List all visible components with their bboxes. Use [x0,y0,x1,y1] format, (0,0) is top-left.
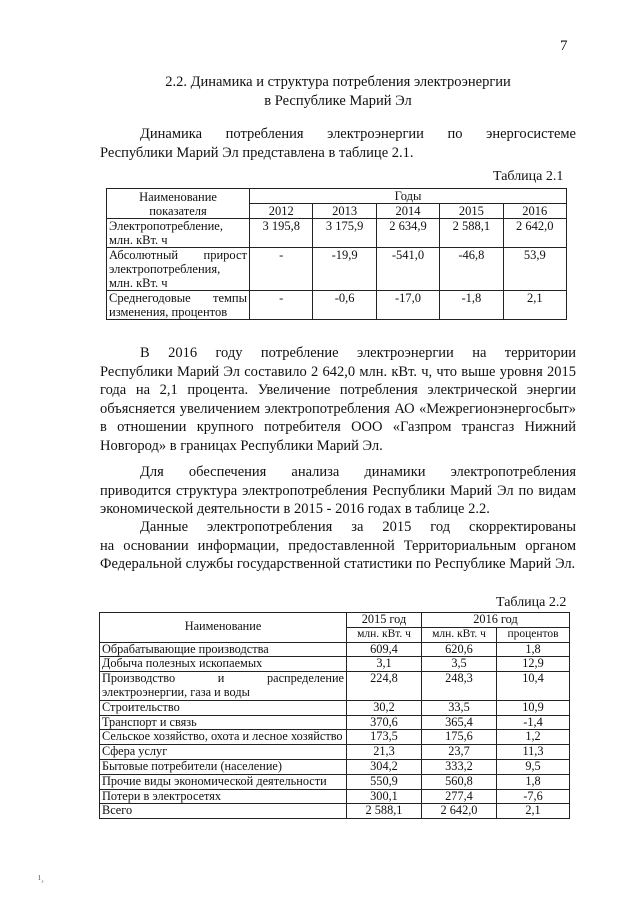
table-row [100,730,570,745]
table2-cell-2016: 620,6 [422,642,497,657]
table2-cell-2015: 2 588,1 [347,804,422,819]
table2-caption: Таблица 2.2 [496,595,567,610]
table2-cell-pct: -1,4 [497,715,570,730]
table2-row-label: Бытовые потребители (население) [100,759,347,774]
table-row [100,759,570,774]
table2-cell-2015: 21,3 [347,745,422,760]
table2-cell-2015: 550,9 [347,774,422,789]
table-row [100,789,570,804]
table2-cell-2016: 33,5 [422,700,497,715]
table2-cell-2015: 30,2 [347,700,422,715]
table2-cell-pct: 12,9 [497,657,570,672]
consumption-dynamics-table [106,188,567,320]
paragraph-data-correction [100,518,576,574]
paragraph-line: В 2016 году потребление электроэнергии на территории [140,345,576,361]
table-row [100,774,570,789]
table2-cell-2016: 248,3 [422,672,497,701]
table1-year-cell: 2015 [440,204,503,219]
table2-cell-2016: 560,8 [422,774,497,789]
table2-cell-2016: 23,7 [422,745,497,760]
paragraph-2016-consumption [100,344,576,456]
table1-row-label: Абсолютный прирост электропотребления, млн. кВт. ч [107,248,250,291]
section-heading [100,73,576,111]
table1-cell: -17,0 [376,291,439,320]
table2-row-label: Прочие виды экономической деятельности [100,774,347,789]
intro-line-1: Динамика потребления электроэнергии по энергосистеме [140,126,576,142]
table2-cell-2015: 300,1 [347,789,422,804]
table2-cell-2016: 175,6 [422,730,497,745]
table2-unit-pct: процентов [497,627,570,642]
table-row [100,715,570,730]
table-row [107,248,567,291]
table1-cell: 2 642,0 [503,219,566,248]
consumption-structure-table [99,612,570,819]
table1-cell: 3 175,9 [313,219,376,248]
table1-year-cell: 2016 [503,204,566,219]
table-row [100,657,570,672]
table2-row-label: Сфера услуг [100,745,347,760]
table1-cell: -541,0 [376,248,439,291]
table2-row-label: Сельское хозяйство, охота и лесное хозяйство [100,730,347,745]
table1-cell: -46,8 [440,248,503,291]
table2-name-header: Наименование [100,613,347,643]
table2-cell-pct: 1,8 [497,642,570,657]
table2-cell-2016: 2 642,0 [422,804,497,819]
paragraph-text: приводится структура электропотребления Республики Марий Эл по видам экономической деятельности в 2015 - 2016 годах в таблице 2.2. [100,482,576,518]
table2-cell-2016: 365,4 [422,715,497,730]
table2-cell-2016: 333,2 [422,759,497,774]
table2-cell-2015: 370,6 [347,715,422,730]
table-row [100,700,570,715]
table2-cell-2015: 304,2 [347,759,422,774]
table1-cell: 2 588,1 [440,219,503,248]
table2-cell-pct: 2,1 [497,804,570,819]
table-row [100,672,570,701]
table2-cell-2015: 224,8 [347,672,422,701]
table1-row-label: Электропотребление, млн. кВт. ч [107,219,250,248]
table1-cell: 53,9 [503,248,566,291]
table2-cell-pct: 11,3 [497,745,570,760]
table1-cell: - [250,291,313,320]
table2-col-2015: 2015 год [347,613,422,628]
table1-name-header: Наименование показателя [107,189,250,219]
table2-cell-pct: 10,4 [497,672,570,701]
table1-cell: - [250,248,313,291]
table2-cell-pct: -7,6 [497,789,570,804]
table2-unit-2015: млн. кВт. ч [347,627,422,642]
table2-cell-pct: 9,5 [497,759,570,774]
table-row [107,219,567,248]
table2-row-label: Добыча полезных ископаемых [100,657,347,672]
table2-row-label: Транспорт и связь [100,715,347,730]
table-row [107,291,567,320]
heading-line-2: в Республике Марий Эл [264,93,412,109]
table2-cell-2015: 609,4 [347,642,422,657]
table2-unit-2016: млн. кВт. ч [422,627,497,642]
table-row [100,804,570,819]
paragraph-line: Данные электропотребления за 2015 год скорректированы [140,519,576,535]
table2-header-row [100,613,570,628]
intro-paragraph [100,125,576,162]
table1-cell: -1,8 [440,291,503,320]
table2-col-2016: 2016 год [422,613,570,628]
table1-cell: -0,6 [313,291,376,320]
table1-caption: Таблица 2.1 [493,169,564,184]
table1-cell: 2,1 [503,291,566,320]
table2-cell-2015: 3,1 [347,657,422,672]
table2-cell-2015: 173,5 [347,730,422,745]
table2-cell-pct: 1,2 [497,730,570,745]
page-number: 7 [560,38,568,54]
table2-row-label: Всего [100,804,347,819]
table2-cell-pct: 10,9 [497,700,570,715]
table1-cell: 3 195,8 [250,219,313,248]
table-row [100,745,570,760]
table1-header-row [107,189,567,204]
table2-cell-2016: 3,5 [422,657,497,672]
table1-year-cell: 2012 [250,204,313,219]
table2-row-label: Потери в электросетях [100,789,347,804]
table1-row-label: Среднегодовые темпы изменения, процентов [107,291,250,320]
table1-year-cell: 2013 [313,204,376,219]
table2-cell-2016: 277,4 [422,789,497,804]
table2-row-label: Производство и распределение электроэнергии, газа и воды [100,672,347,701]
paragraph-text: Республики Марий Эл составило 2 642,0 млн. кВт. ч, что выше уровня 2015 года на 2,1 процента. Увеличение потребления электрической энергии объясняется увеличением электропотребления АО «Межрегионэнергосбыт» в отношении крупного потребителя ООО «Газпром трансгаз Нижний Новгород» в границах Республики Марий Эл. [100,363,576,454]
table2-row-label: Строительство [100,700,347,715]
table1-cell: -19,9 [313,248,376,291]
heading-line-1: 2.2. Динамика и структура потребления электроэнергии [165,74,511,90]
table1-years-header: Годы [250,189,567,204]
table2-cell-pct: 1,8 [497,774,570,789]
paragraph-structure [100,463,576,519]
table-row [100,642,570,657]
paragraph-text: на основании информации, предоставленной Территориальным органом Федеральной службы государственной статистики по Республике Марий Эл. [100,537,576,573]
table1-cell: 2 634,9 [376,219,439,248]
paragraph-line: Для обеспечения анализа динамики электропотребления [140,464,576,480]
table1-year-cell: 2014 [376,204,439,219]
table2-row-label: Обрабатывающие производства [100,642,347,657]
margin-scan-mark: ı¸ [38,872,45,883]
intro-line-2: Республики Марий Эл представлена в таблице 2.1. [100,144,414,161]
